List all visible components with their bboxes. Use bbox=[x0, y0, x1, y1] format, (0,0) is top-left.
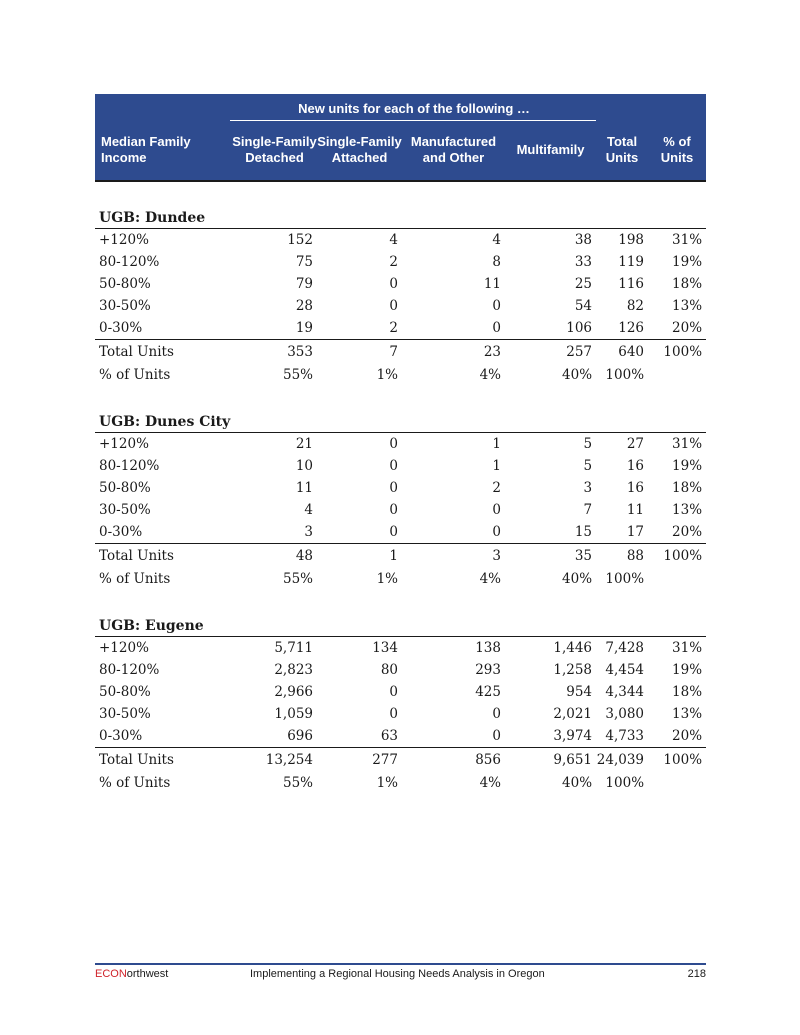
table-cell: 4,344 bbox=[605, 684, 645, 700]
table-cell: 696 bbox=[287, 728, 313, 744]
table-cell: 88 bbox=[596, 544, 648, 569]
row-label: 80-120% bbox=[99, 662, 160, 678]
row-label: 0-30% bbox=[99, 524, 143, 540]
row-label: +120% bbox=[99, 640, 149, 656]
row-label: 30-50% bbox=[99, 502, 151, 518]
table-cell bbox=[648, 364, 706, 386]
table-cell: 1 bbox=[492, 436, 501, 452]
table-cell: 31% bbox=[672, 436, 703, 452]
table-cell: 31% bbox=[672, 232, 703, 248]
table-cell: 1,446 bbox=[553, 640, 593, 656]
table-row bbox=[95, 295, 706, 317]
table-row bbox=[95, 251, 706, 273]
page-footer bbox=[95, 963, 706, 983]
col-header-income: Median Family Income bbox=[95, 124, 232, 181]
section-spacer bbox=[95, 386, 706, 408]
row-label: % of Units bbox=[99, 775, 171, 791]
table-cell: 20% bbox=[672, 320, 703, 336]
table-cell: 27 bbox=[626, 436, 645, 452]
table-cell: 0 bbox=[389, 684, 398, 700]
table-cell: 11 bbox=[483, 276, 501, 292]
table-cell: 2 bbox=[492, 480, 501, 496]
table-cell: 5 bbox=[583, 458, 593, 474]
total-row bbox=[95, 340, 706, 365]
header-spacer-total bbox=[596, 94, 648, 124]
table-cell: 17 bbox=[626, 524, 645, 540]
table-cell: 55% bbox=[282, 571, 313, 587]
row-label: 30-50% bbox=[99, 706, 151, 722]
section-title-row bbox=[95, 204, 706, 229]
table-cell: 80 bbox=[380, 662, 398, 678]
table-cell: 3 bbox=[304, 524, 313, 540]
table-cell bbox=[648, 772, 706, 794]
table-row bbox=[95, 477, 706, 499]
table-cell: 4% bbox=[479, 571, 501, 587]
row-label: Total Units bbox=[95, 748, 232, 773]
table-cell: 75 bbox=[295, 254, 313, 270]
table-cell: 3,080 bbox=[605, 706, 645, 722]
section-spacer bbox=[95, 181, 706, 204]
table-cell: 126 bbox=[618, 320, 645, 336]
table-cell: 100% bbox=[605, 775, 645, 791]
spacer-cell bbox=[95, 590, 706, 612]
table-cell: 2,021 bbox=[553, 706, 593, 722]
table-cell: 21 bbox=[295, 436, 313, 452]
table-cell: 2 bbox=[389, 254, 398, 270]
table-cell: 100% bbox=[648, 340, 706, 365]
col-header-sf-attached: Single-Family Attached bbox=[317, 124, 402, 181]
table-cell: 1,059 bbox=[274, 706, 313, 722]
table-row bbox=[95, 521, 706, 544]
row-label: 0-30% bbox=[99, 728, 143, 744]
table-cell: 0 bbox=[389, 706, 398, 722]
table-cell: 0 bbox=[492, 728, 501, 744]
footer-brand: ECONorthwest bbox=[95, 968, 169, 980]
table-cell: 13% bbox=[672, 706, 703, 722]
table-cell: 0 bbox=[389, 276, 398, 292]
table-cell: 293 bbox=[475, 662, 501, 678]
table-cell: 4 bbox=[389, 232, 398, 248]
table-cell: 55% bbox=[282, 367, 313, 383]
table-cell: 28 bbox=[295, 298, 313, 314]
table-cell: 954 bbox=[566, 684, 593, 700]
table-cell: 19% bbox=[672, 254, 703, 270]
total-row bbox=[95, 748, 706, 773]
footer-document-title: Implementing a Regional Housing Needs Analysis in Oregon bbox=[250, 968, 545, 980]
table-cell: 100% bbox=[648, 748, 706, 773]
table-cell: 1 bbox=[492, 458, 501, 474]
percent-row bbox=[95, 772, 706, 794]
row-label: 80-120% bbox=[99, 458, 160, 474]
table-cell: 4% bbox=[479, 367, 501, 383]
table-cell: 134 bbox=[372, 640, 398, 656]
table-cell: 0 bbox=[492, 706, 501, 722]
table-row bbox=[95, 703, 706, 725]
table-cell: 7 bbox=[583, 502, 593, 518]
table-cell: 1% bbox=[376, 367, 398, 383]
table-cell: 82 bbox=[626, 298, 645, 314]
table-row bbox=[95, 637, 706, 660]
table-cell: 152 bbox=[287, 232, 313, 248]
table-cell: 10 bbox=[295, 458, 313, 474]
table-cell: 4,454 bbox=[605, 662, 645, 678]
col-header-total: Total Units bbox=[596, 124, 648, 181]
row-label: 0-30% bbox=[99, 320, 143, 336]
table-cell: 100% bbox=[648, 544, 706, 569]
table-cell: 0 bbox=[389, 436, 398, 452]
table-cell: 7,428 bbox=[605, 640, 645, 656]
table-cell: 0 bbox=[389, 524, 398, 540]
table-row bbox=[95, 433, 706, 456]
table-body bbox=[95, 181, 706, 794]
table-cell: 19% bbox=[672, 662, 703, 678]
col-header-multifamily: Multifamily bbox=[505, 124, 596, 181]
table-cell: 640 bbox=[596, 340, 648, 365]
table-cell: 79 bbox=[295, 276, 313, 292]
table-cell: 1% bbox=[376, 775, 398, 791]
table-cell: 0 bbox=[389, 480, 398, 496]
section-spacer bbox=[95, 590, 706, 612]
table-cell: 0 bbox=[389, 458, 398, 474]
table-cell: 35 bbox=[505, 544, 596, 569]
table-cell: 0 bbox=[389, 298, 398, 314]
table-cell: 4 bbox=[492, 232, 501, 248]
table-cell: 257 bbox=[505, 340, 596, 365]
table-cell: 425 bbox=[475, 684, 501, 700]
table-cell: 31% bbox=[672, 640, 703, 656]
table-cell: 3,974 bbox=[553, 728, 593, 744]
table-cell: 5 bbox=[583, 436, 593, 452]
table-cell: 0 bbox=[492, 502, 501, 518]
table-row bbox=[95, 681, 706, 703]
row-label: 30-50% bbox=[99, 298, 151, 314]
table-cell: 1,258 bbox=[553, 662, 593, 678]
table-row bbox=[95, 273, 706, 295]
row-label: 50-80% bbox=[99, 684, 151, 700]
table-cell: 7 bbox=[317, 340, 402, 365]
table-cell: 16 bbox=[626, 480, 645, 496]
table-cell: 2 bbox=[389, 320, 398, 336]
table-cell: 40% bbox=[562, 367, 593, 383]
row-label: Total Units bbox=[95, 544, 232, 569]
table-cell: 4 bbox=[304, 502, 313, 518]
table-cell: 40% bbox=[562, 571, 593, 587]
table-cell: 38 bbox=[574, 232, 593, 248]
table-cell: 9,651 bbox=[505, 748, 596, 773]
table-cell: 0 bbox=[492, 320, 501, 336]
table-cell: 119 bbox=[618, 254, 645, 270]
table-cell: 11 bbox=[626, 502, 645, 518]
spacer-cell bbox=[95, 386, 706, 408]
table-cell: 13% bbox=[672, 298, 703, 314]
table-cell: 5,711 bbox=[274, 640, 313, 656]
table-cell: 19% bbox=[672, 458, 703, 474]
table-cell: 198 bbox=[618, 232, 645, 248]
row-label: % of Units bbox=[99, 367, 171, 383]
table-cell: 8 bbox=[492, 254, 501, 270]
table-cell: 100% bbox=[605, 571, 645, 587]
table-cell: 106 bbox=[566, 320, 593, 336]
table-cell: 13,254 bbox=[232, 748, 317, 773]
page-number: 218 bbox=[687, 968, 706, 980]
table-cell: 100% bbox=[605, 367, 645, 383]
row-label: 50-80% bbox=[99, 480, 151, 496]
row-label: +120% bbox=[99, 232, 149, 248]
header-spacer-left bbox=[95, 94, 232, 124]
spacer-cell bbox=[95, 181, 706, 204]
table-cell: 18% bbox=[672, 480, 703, 496]
section-title-row bbox=[95, 612, 706, 637]
row-label: +120% bbox=[99, 436, 149, 452]
table-cell: 116 bbox=[618, 276, 645, 292]
table-cell: 25 bbox=[574, 276, 593, 292]
group-header: New units for each of the following … bbox=[232, 94, 596, 124]
table-cell: 0 bbox=[389, 502, 398, 518]
table-cell: 353 bbox=[232, 340, 317, 365]
table-cell: 1% bbox=[376, 571, 398, 587]
table-cell: 15 bbox=[574, 524, 593, 540]
table-row bbox=[95, 659, 706, 681]
table-cell: 63 bbox=[380, 728, 398, 744]
table-cell: 3 bbox=[402, 544, 505, 569]
table-cell: 11 bbox=[295, 480, 313, 496]
table-cell: 856 bbox=[402, 748, 505, 773]
percent-row bbox=[95, 364, 706, 386]
table-cell: 33 bbox=[574, 254, 593, 270]
table-cell: 277 bbox=[317, 748, 402, 773]
table-row bbox=[95, 499, 706, 521]
table-row bbox=[95, 317, 706, 340]
section-title: UGB: Dundee bbox=[95, 204, 706, 229]
col-header-sf-detached: Single-Family Detached bbox=[232, 124, 317, 181]
table-row bbox=[95, 455, 706, 477]
table-row bbox=[95, 725, 706, 748]
row-label: 80-120% bbox=[99, 254, 160, 270]
percent-row bbox=[95, 568, 706, 590]
table-cell: 3 bbox=[583, 480, 593, 496]
col-header-manufactured: Manufactured and Other bbox=[402, 124, 505, 181]
table-cell: 16 bbox=[626, 458, 645, 474]
table-cell: 18% bbox=[672, 276, 703, 292]
table-cell: 48 bbox=[232, 544, 317, 569]
section-title: UGB: Eugene bbox=[95, 612, 706, 637]
section-title: UGB: Dunes City bbox=[95, 408, 706, 433]
table-cell: 23 bbox=[402, 340, 505, 365]
header-spacer-pct bbox=[648, 94, 706, 124]
col-header-pct: % of Units bbox=[648, 124, 706, 181]
row-label: 50-80% bbox=[99, 276, 151, 292]
section-title-row bbox=[95, 408, 706, 433]
table-cell: 20% bbox=[672, 524, 703, 540]
table-cell: 20% bbox=[672, 728, 703, 744]
table-cell: 4,733 bbox=[605, 728, 645, 744]
table-cell: 40% bbox=[562, 775, 593, 791]
table-cell: 138 bbox=[475, 640, 501, 656]
housing-needs-table bbox=[95, 94, 706, 794]
table-cell: 13% bbox=[672, 502, 703, 518]
table-cell: 1 bbox=[317, 544, 402, 569]
table-cell bbox=[648, 568, 706, 590]
table-cell: 24,039 bbox=[596, 748, 648, 773]
table-cell: 2,823 bbox=[274, 662, 313, 678]
table-cell: 0 bbox=[492, 524, 501, 540]
table-cell: 19 bbox=[295, 320, 313, 336]
table-cell: 54 bbox=[574, 298, 593, 314]
table-cell: 2,966 bbox=[274, 684, 313, 700]
table-cell: 4% bbox=[479, 775, 501, 791]
table-cell: 0 bbox=[492, 298, 501, 314]
row-label: % of Units bbox=[99, 571, 171, 587]
table-cell: 18% bbox=[672, 684, 703, 700]
row-label: Total Units bbox=[95, 340, 232, 365]
table-row bbox=[95, 229, 706, 252]
total-row bbox=[95, 544, 706, 569]
table-cell: 55% bbox=[282, 775, 313, 791]
